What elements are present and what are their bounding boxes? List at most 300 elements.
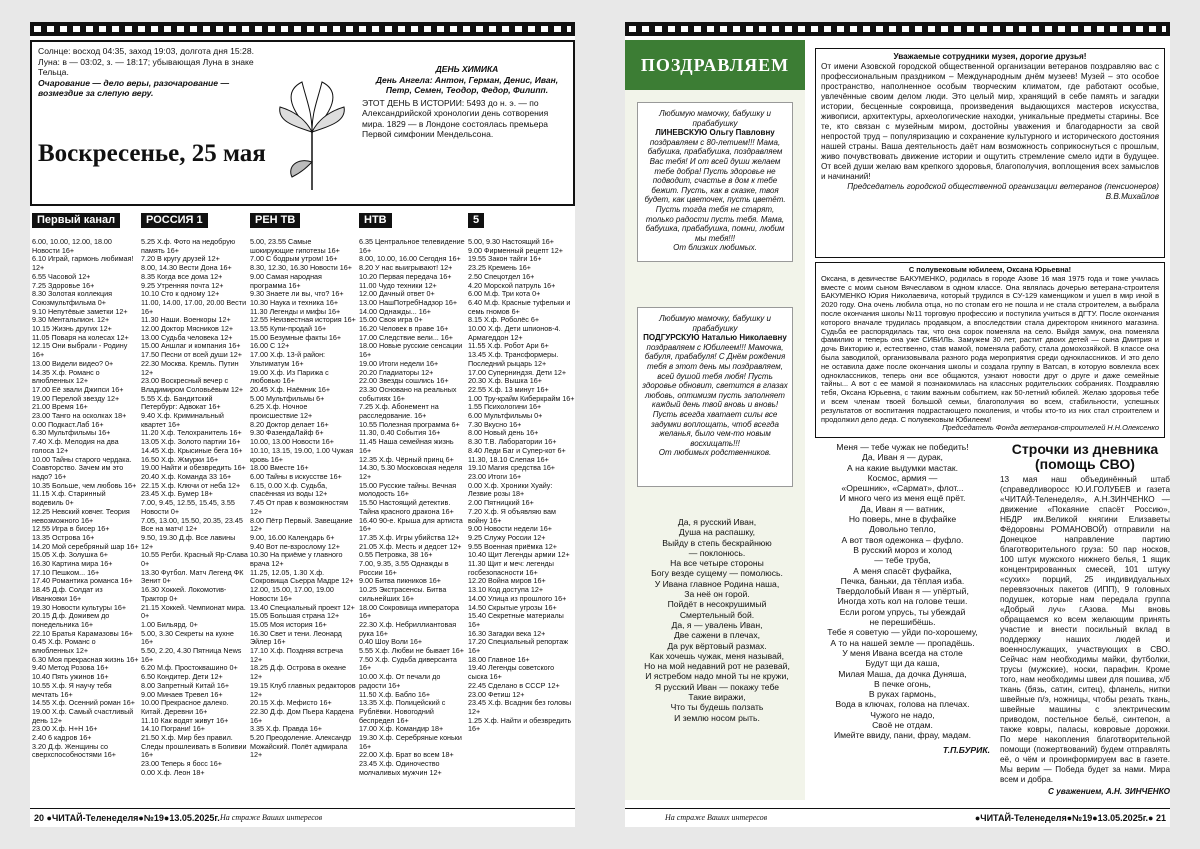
list-item: 22.10 Братья Карамазовы 16+: [32, 628, 133, 638]
holiday-info: [362, 64, 572, 140]
list-item: И землю носом рыть.: [674, 712, 760, 723]
list-item: 21.50 Х.ф. Мир без правил. Следы прошлеивать в Боливии 16+: [141, 733, 247, 760]
list-item: 7.20 Х.ф. Я объявляю вам войну 16+: [468, 506, 556, 525]
list-item: 11.10 Как водят живут 16+: [141, 715, 229, 725]
list-item: 8.00 Запретный Китай 16+: [141, 680, 230, 690]
list-item: 8.15 Х.ф. Роболёс 6+: [468, 315, 540, 325]
list-item: 13.45 Х.ф. Трансформеры. Последний рыцарь 12+: [468, 350, 559, 368]
list-item: 15.05 Моя история 16+: [250, 619, 327, 629]
list-item: Как хочешь чужак, меня называй,: [649, 650, 785, 661]
list-item: 7.40 Х.ф. Мелодия на два голоса 12+: [32, 437, 119, 455]
list-item: 1.55 Психологини 16+: [468, 402, 542, 412]
list-item: 17.50 Песни от всей души 12+: [141, 350, 242, 360]
list-item: У меня Ивана всегда на столе: [842, 647, 963, 658]
list-item: 17.00 Следствие вели... 16+: [359, 332, 453, 342]
list-item: 11.30 Щит и меч: легенды госбезопасности 16+: [468, 559, 554, 577]
list-item: 14.10 Пограни! 16+: [141, 724, 205, 734]
list-item: 18.45 Д.ф. Солдат из Иванковки 16+: [32, 585, 103, 603]
list-item: 10.00 Х.ф. Дети шпионов-4. Армагеддон 12+: [468, 324, 561, 342]
moon-line: Луна: в — 03:02, з. — 18:17; убывающая Луна в знаке Тельца.: [38, 56, 254, 77]
list-item: В руках гармонь,: [868, 689, 937, 700]
list-item: 18.00 Сокровища императора 16+: [359, 602, 459, 621]
list-item: 15.50 Настоящий детектив. Тайна красного дракона 16+: [359, 498, 454, 516]
list-item: 23.00 Фетиш 12+: [468, 689, 525, 699]
list-item: 2.40 6 кадров 16+: [32, 733, 92, 743]
program-list: [141, 238, 248, 778]
list-item: 5.00, 9.30 Настоящий 16+: [468, 237, 554, 246]
list-item: 15.00 Своя игра 0+: [359, 315, 423, 325]
list-item: 13.30 Футбол. Матч Легенд ФК Зенит 0+: [141, 567, 244, 586]
list-item: 15.05 Большая страна 12+: [250, 611, 340, 621]
list-item: 21.15 Хоккей. Чемпионат мира. 0+: [141, 602, 246, 621]
list-item: 10.00, 13.00 Новости 16+: [250, 437, 334, 447]
list-item: 22.00 Звезды сошлись 16+: [359, 376, 449, 386]
tv-column-5: [468, 210, 575, 800]
page-21: [625, 22, 1170, 827]
list-item: 19.30 Х.ф. Серебряные коньки 16+: [359, 733, 462, 751]
list-item: 16.00 С 12+: [250, 341, 290, 351]
list-item: 16.20 Человек в праве 16+: [359, 324, 449, 334]
list-item: 6.40 М.ф. Красные туфельки и семь гномов 6+: [468, 297, 571, 316]
list-item: 7.25 Х.ф. Абонемент на расследование. 16+: [359, 402, 439, 421]
list-item: 5.55 Х.ф. Любви не бывает 16+: [359, 646, 464, 656]
list-item: 12.15 Они выбрали - Родину 16+: [32, 341, 128, 360]
list-item: 5.55 Х.ф. Бандитский Петербург: Адвокат 16+: [141, 393, 221, 412]
list-item: Довольно тепло,: [869, 524, 936, 535]
list-item: 8.00, 14.30 Вести Дона 16+: [141, 263, 232, 273]
list-item: 11.30 Наши. Военкоры 12+: [141, 315, 231, 325]
list-item: Да рук вёртовый размах.: [667, 640, 767, 651]
jubilee-sign: Председатель Фонда ветеранов-строителей Н.Н.Олексенко: [942, 423, 1159, 433]
list-item: 14.35 Х.ф. Романс о влюбленных 12+: [32, 367, 100, 386]
list-item: 8.30 Т.В. Лаборатории 16+: [468, 437, 557, 447]
list-item: 13.40 Специальный проект 12+: [250, 602, 355, 612]
list-item: 8.20 У нас выигрывают! 12+: [359, 263, 453, 273]
jubilee-title: С полувековым юбилеем, Оксана Юрьевна!: [908, 265, 1072, 274]
lily-flower-icon: [272, 72, 352, 192]
list-item: 19.15 Клуб главных редакторов 12+: [250, 680, 356, 699]
list-item: Своё не отдам.: [872, 720, 933, 731]
list-item: 5.20 Преодоление. Александр Можайский. Полёт адмирала 12+: [250, 733, 352, 760]
list-item: 10.55 Регби. Красный Яр-Слава 0+: [141, 550, 248, 569]
list-item: 23.00 Танго на осколках 18+: [32, 411, 127, 421]
list-item: 11.30 Легенды и мифы 16+: [250, 306, 341, 316]
list-item: 13.00 НашПотребНадзор 16+: [359, 297, 458, 307]
list-item: А вот твоя одежонка – фуфло.: [841, 534, 964, 545]
list-item: 11.20 Х.ф. Телохранитель 16+: [141, 428, 242, 438]
list-item: 20.30 Х.ф. Вышка 16+: [468, 376, 542, 386]
list-item: 12.55 Игра в бисер 16+: [32, 524, 110, 534]
list-item: 17.00 Суперниндзя. Дети 12+: [468, 367, 567, 377]
list-item: 15.05 Х.ф. Золушка 6+: [32, 550, 108, 560]
list-item: 22.00 Х.ф. Брат во всем 18+: [359, 750, 454, 760]
list-item: 11.45 Наша семейная жизнь 16+: [359, 437, 454, 455]
list-item: 9.00 Фирменный рецепт 12+: [468, 245, 563, 255]
list-item: 7.00, 9.45, 12.55, 15.45, 3.55 Новости 0+: [141, 498, 235, 516]
list-item: 7.00, 9.35, 3.55 Однажды в России 16+: [359, 559, 449, 577]
program-list: [32, 238, 139, 760]
list-item: не перешибёшь.: [869, 617, 936, 628]
list-item: 6.15, 0.00 Х.ф. Судьба, спасённая из воды 12+: [250, 480, 328, 499]
list-item: 23.45 Х.ф. Одиночество молчаливых мужчин 12+: [359, 759, 442, 777]
angel-day: День Ангела: Антон, Герман, Денис, Иван, Петр, Семен, Теодор, Федор, Филипп.: [375, 74, 559, 95]
list-item: 16.30 Хоккей. Локомотив-Трактор 0+: [141, 585, 227, 603]
list-item: Печка, баньки, да тёплая изба.: [840, 575, 965, 586]
list-item: 17.40 Романтика романса 16+: [32, 576, 133, 586]
list-item: А на какие выдумки мастак.: [846, 462, 959, 473]
list-item: А меня спасёт фуфайка,: [853, 565, 952, 576]
program-list: [468, 238, 575, 734]
list-item: 11.15 Х.ф. Старинный водевиль 0+: [32, 489, 106, 508]
list-item: 7.00 С бодрым утром! 16+: [250, 254, 338, 264]
list-item: 23.30 Основано на реальных событиях 16+: [359, 384, 457, 403]
card-name: ЛИНЕВСКУЮ Ольгу Павловну: [655, 128, 775, 138]
tv-column-3: [250, 210, 357, 800]
channel-logo: Первый канал: [32, 213, 139, 235]
list-item: 19.10 Магия средства 16+: [468, 463, 556, 473]
list-item: И много чего из меня ещё прёт.: [839, 493, 966, 504]
list-item: 19.00 Х.ф. Из Парижа с любовью 16+: [250, 367, 329, 386]
list-item: 10.25 Экстрасенсы. Битва сильнейших 16+: [359, 585, 447, 603]
list-item: 9.50, 19.30 Д.ф. Все лавины 12+: [141, 532, 236, 551]
list-item: 13.10 Код доступа 12+: [468, 585, 544, 595]
card-text: поздравляем с 80-летием!!! Мама, бабушка, прабабушка, поздравляем Вас тебя! И от всей души желаем тебе добра! Пусть здоровье не подводит, счастье в дом к тебе бежит. Пусть, как в сказке, твоя будет, как цветочек, пусть цветёт. Пусть тогда тебя не старят, только радости пусть тебя. Мама, бабушка, прабабушка, помни, любим мы тебя!!!: [644, 137, 786, 243]
museum-text: От имени Азовской городской общественной организации ветеранов поздравляю вас с профессиональным праздником – Международным днём музеев! Музей – это особое пространство, наполненное особым творческим климатом, где работают особые, увлечённые своим делом люди. Это целый мир, хранящий в себе память и загадки истории, бесценные сокровища, произведения выдающихся мастеров искусства, живописи, архитектуры, археологические находки, уникальные предметы старины. Все те, кто связан с музейным миром, достойны уважения и благодарности за свой непростой труд – популяризацию и сохранение культурного и исторического достояния нашей страны. Ваша деятельность даёт нам возможность соприкоснуться с прошлым, живо почувствовать движение истории и ощутить стремление смело идти в будущее. От всей души желаю вам крепкого здоровья, благополучия, воплощения всех замыслов и начинаний!: [821, 62, 1159, 181]
list-item: 6.30 Мультфильмы 16+: [32, 428, 111, 438]
list-item: Богу везде сущему — помолюсь.: [651, 568, 783, 579]
list-item: 13.00 Судьба человека 12+: [141, 332, 233, 342]
list-item: 9.30 Знаете ли вы, что? 16+: [250, 289, 344, 299]
list-item: 16.50 Х.ф. Жмурки 16+: [141, 454, 219, 464]
list-item: 12.20 Война миров 16+: [468, 576, 546, 586]
card-sign: От любимых родственников.: [658, 448, 772, 458]
list-item: 9.55 Военная приёмка 12+: [468, 541, 557, 551]
list-item: 5.00, 3.30 Секреты на кухне 16+: [141, 628, 234, 647]
list-item: 8.20 Доктор делает 16+: [250, 419, 329, 429]
list-item: 20.15 Х.ф. Мефисто 16+: [250, 698, 332, 708]
list-item: 10.40 Щит Легенды армии 12+: [468, 550, 570, 560]
list-item: 3.35 Х.ф. Правда 16+: [250, 724, 322, 734]
poem2-author: Т.П.БУРИК.: [942, 744, 990, 755]
list-item: 23.00 Теперь я босс 16+: [141, 759, 222, 769]
list-item: 15.40 Секретные материалы 16+: [468, 611, 564, 629]
list-item: 19.00 Х.ф. Самый счастливый день 12+: [32, 706, 134, 725]
list-item: 6.00 Мультфильмы 0+: [468, 411, 543, 421]
filmstrip-top: [30, 22, 575, 36]
list-item: 14.50 Скрытые угрозы 16+: [468, 602, 557, 612]
svo-diary: [1000, 442, 1170, 797]
card-text: поздравляем с Юбилеем!!! Мамочка, бабуля, прабабуля! С Днём рождения тебя в этот день мы поздравляем, всей душой тебя любя! Пусть здоровье обновит, светится в глазах любовь, оптимизм пусть заполняет каждый день твой вновь и вновь! Пусть всегда хватает силы все задумки воплощать, чтоб всегда желанья, было чем-то новым восхищать!!!: [642, 342, 788, 448]
diary-sign: С уважением, А.Н. ЗИНЧЕНКО: [1048, 787, 1170, 796]
list-item: 6.35 Центральное телевидение 16+: [359, 237, 465, 255]
list-item: Вода в ключах, голова на плечах.: [835, 699, 970, 710]
list-item: 5.50, 2.20, 4.30 Пятница News 16+: [141, 646, 242, 664]
list-item: 4.20 Морской патруль 16+: [468, 280, 556, 290]
list-item: 7.05, 13.00, 15.50, 20.35, 23.45 Все на матч! 12+: [141, 515, 243, 534]
list-item: 19.55 Закон тайги 16+: [468, 254, 542, 264]
list-item: 12.55 Неизвестная история 16+: [250, 315, 356, 325]
list-item: 0.40 Шоу Воли 16+: [359, 637, 423, 647]
list-item: 13.00 Видели видео? 0+: [32, 358, 114, 368]
list-item: 10.00 Х.ф. От печали до радости 16+: [359, 672, 441, 690]
list-item: 12.00, 15.00, 17.00, 19.00 Новости 16+: [250, 585, 334, 603]
list-item: 8.00 Пётр Первый. Завещание 12+: [250, 515, 353, 534]
list-item: Пойдёт в несокрушимый: [667, 599, 767, 610]
jubilee-text: Оксана, в девичестве БАКУМЕНКО, родилась в городе Азове 16 мая 1975 года и тоже училась вместе с моим сыном Вячеславом в одном классе. Она являлась дочерью ветерана-строителя БАКУМЕНКО Юрия Николаевича, который трудился в СУ-129 каменщиком и ушел в мир иной в 2020 году. Она очень любила отца, но по стопам его не пошла и не стала строителем, а выбрала после окончания школы №11 торговую профессию и поступила учиться в ДГТУ. После окончания которого вначале трудилась продавцом, а впоследствии стала директором книжного магазина. Судьба ее распорядилась так, что она сорок поменяла на село. Выйдя замуж, она поменяла фамилию и теперь она уже СИБИЛЬ. Замужем 30 лет, растит двоих детей — сына Дмитрия и дочь Викторию и, естественно, став мамой, поменяла работу, стала домохозяйкой. В классе она была заводилой, организовывала разного рода мероприятия среди одноклассников. И это дело не оставила даже после окончания школы и создала группу в Ватсап, в которую вовлекла всех одноклассников, теперь они все общаются, узнают новости друг о друге и даже семейные тайны... А вот с ее мамой я познакомилась на классных родительских собраниях. Поздравляю тебя, Оксана Юрьевна, с таким важным событием, как 50-летний юбилей. Желаю здоровья тебе и всем членам твоей большой семьи, благополучия во всем, стабильности, успешных результатов от воспитания подрастающего поколения, и чтобы кто-то из них стал строителем и продолжил дело деда. С полувековым Юбилеем!: [821, 273, 1159, 424]
list-item: 6.00, 10.00, 12.00, 18.00 Новости 16+: [32, 237, 112, 255]
page-20: [30, 22, 575, 827]
list-item: 9.00 Самая народная программа 16+: [250, 271, 322, 290]
list-item: 17.35 Х.ф. Игры убийства 12+: [359, 532, 460, 542]
list-item: 5.00, 23.55 Самые шокирующие гипотезы 16+: [250, 237, 340, 255]
list-item: 7.30 Вкусно 16+: [468, 419, 522, 429]
footer-issue: 20 ●ЧИТАЙ-Теленеделя●№19●13.05.2025г.: [34, 813, 220, 823]
astro-info: [38, 46, 263, 99]
list-item: 12.35 Х.ф. Чёрный принц 6+: [359, 454, 454, 464]
list-item: 9.25 Служу России 12+: [468, 532, 546, 542]
list-item: На все четыре стороны: [670, 558, 764, 569]
list-item: В русский мороз и холод: [853, 544, 952, 555]
jubilee-article: [815, 262, 1165, 438]
list-item: 9.30 ФазендаЛайф 6+: [250, 428, 324, 438]
list-item: 11.50 Х.ф. Бабло 16+: [359, 689, 431, 699]
list-item: — тебе труба,: [874, 555, 931, 566]
list-item: 23.00 Итоги 16+: [468, 471, 522, 481]
list-item: 10.15 Жизнь других 12+: [32, 324, 112, 334]
list-item: 16.40 90-е. Крыша для артиста 16+: [359, 515, 463, 534]
list-item: 14.55 Х.ф. Осенний роман 16+: [32, 698, 135, 708]
list-item: 9.00, 16.00 Календарь 6+: [250, 532, 335, 542]
list-item: 3.20 Д.ф. Женщины со сверхспособностями 16+: [32, 741, 116, 760]
card-intro: Любимую мамочку, бабушку и прабабушку: [659, 109, 771, 128]
list-item: 7.50 Х.ф. Судьба диверсанта 16+: [359, 654, 457, 673]
list-item: 10.30 Наука и техника 16+: [250, 297, 339, 307]
list-item: Я русский Иван — покажу тебе: [654, 681, 780, 692]
list-item: Но на мой недавний рот не разевай,: [644, 661, 790, 672]
list-item: 11.55 Х.ф. Робот Ари 6+: [468, 341, 549, 351]
list-item: 1.00 Тру-крайм Киберкрайм 16+: [468, 393, 575, 403]
program-list: [359, 238, 466, 778]
list-item: 16.30 Свет и тени. Леонард Эйлер 16+: [250, 628, 342, 647]
list-item: — поклонюсь.: [688, 547, 746, 558]
list-item: 22.15 Х.ф. Ключи от неба 12+: [141, 480, 241, 490]
list-item: 13.35 Острова 16+: [32, 532, 95, 542]
list-item: Тебе я советую — уйди по-хорошему,: [827, 627, 978, 638]
list-item: 6.50 Кондитер. Дети 12+: [141, 672, 223, 682]
list-item: 0.00 Подкаст.Лаб 16+: [32, 419, 104, 429]
card-intro: Любимую мамочку, бабушку и прабабушку: [659, 314, 771, 333]
list-item: У Ивана главное Родина наша,: [654, 578, 780, 589]
list-item: 23.45 Х.ф. Бумер 18+: [141, 489, 213, 499]
list-item: 16.30 Картина мира 16+: [32, 559, 113, 569]
footer-slogan: На страже Ваших интересов: [220, 813, 323, 822]
list-item: 10.20 Первая передача 16+: [359, 271, 452, 281]
channel-logo: 5: [468, 213, 575, 235]
day-title: Воскресенье, 25 мая: [38, 140, 266, 167]
list-item: Да, я русский Иван,: [677, 517, 757, 527]
holiday-title: ДЕНЬ ХИМИКА: [435, 64, 499, 74]
list-item: 20.40 Х.ф. Команда 33 16+: [141, 471, 232, 481]
list-item: 0.55 Петровка, 38 16+: [359, 550, 433, 560]
list-item: 9.30 Ментальпион. 12+: [32, 315, 110, 325]
poem-ivan-part2: [815, 442, 990, 755]
list-item: 12.25 Невский ковчег. Теория невозможного 16+: [32, 506, 130, 525]
list-item: 17.00 Её звали Джипси 16+: [32, 384, 124, 394]
list-item: 8.35 Когда все дома 12+: [141, 271, 223, 281]
list-item: 15.00 Аншлаг и компания 16+: [141, 341, 241, 351]
list-item: 10.00 Тайны старого чердака. Соавторство. Зачем им это надо? 16+: [32, 454, 132, 481]
sun-line: Солнце: восход 04:35, заход 19:03, долгота дня 15:28.: [38, 46, 255, 56]
list-item: 9.00 Новости недели 16+: [468, 524, 552, 534]
list-item: 19.40 Легенды советского сыска 16+: [468, 663, 555, 682]
list-item: Что ты будешь ползать: [670, 702, 764, 713]
list-item: 19.00 Найти и обезвредить 16+: [141, 463, 246, 473]
list-item: 22.45 Сделано в СССР 12+: [468, 680, 560, 690]
list-item: 6.20 М.ф. Простоквашино 0+: [141, 663, 238, 673]
list-item: 19.30 Новости культуры 16+: [32, 602, 127, 612]
list-item: 9.00 Минаев Тревел 16+: [141, 689, 223, 699]
list-item: 23.25 Кремень 16+: [468, 263, 532, 273]
list-item: Но поверь, мне в фуфайке: [848, 514, 957, 525]
list-item: 12.00 Доктор Мясников 12+: [141, 324, 234, 334]
list-item: 10.55 Х.ф. Я научу тебя мечтать 16+: [32, 680, 112, 699]
list-item: Меня — тебе чужак не победить!: [836, 442, 969, 452]
list-item: 5.00 Мультфильмы 6+: [250, 393, 325, 403]
list-item: 21.00 Время 16+: [32, 402, 88, 412]
page-footer-left: [30, 808, 575, 827]
list-item: Выйду в степь бескрайнюю: [662, 537, 772, 548]
list-item: 22.30 Х.ф. Небриллиантовая рука 16+: [359, 619, 457, 638]
list-item: 9.40 Метод Розова 16+: [32, 663, 109, 673]
history-note: ЭТОТ ДЕНЬ В ИСТОРИИ: 5493 до н. э. — по Александрийской хронологии день сотворения мира. 1829 — в Лондоне состоялась премьера Первой симфонии Мендельсона.: [362, 97, 549, 139]
list-item: 22.55 Х.ф. 13 минут 16+: [468, 384, 549, 394]
list-item: 2.50 Спецотдел 16+: [468, 271, 535, 281]
card-sign: От близких любимых.: [673, 243, 757, 253]
list-item: 0.00 Х.ф. Леон 18+: [141, 767, 205, 777]
list-item: 11.00, 14.00, 17.00, 20.00 Вести 16+: [141, 297, 247, 316]
list-item: 2.00 Пятницкий 16+: [468, 498, 534, 508]
museum-greeting: [815, 48, 1165, 258]
list-item: Смертельный бой.: [679, 609, 755, 620]
filmstrip-top: [625, 22, 1170, 36]
list-item: Если рогом упрусь, ты убеждай: [839, 606, 966, 617]
list-item: 0.45 Х.ф. Романс о влюбленных 12+: [32, 637, 96, 656]
list-item: 8.30 Золотая коллекция Союзмультфильма 0+: [32, 289, 112, 307]
list-item: 19.00 Перелой звезду 12+: [32, 393, 120, 403]
list-item: 9.25 Утренняя почта 12+: [141, 280, 224, 290]
list-item: 6.30 Моя прекрасная жизнь 16+: [32, 654, 139, 664]
list-item: 18.25 Д.ф. Острова в океане 12+: [250, 663, 346, 682]
list-item: Космос, армия —: [867, 472, 938, 483]
list-item: 20.20 Гладиаторы 12+: [359, 367, 434, 377]
channel-logo: РЕН ТВ: [250, 213, 357, 235]
list-item: 10.55 Полезная программа 6+: [359, 419, 460, 429]
list-item: 7.45 От прав к возможностям 12+: [250, 498, 349, 516]
list-item: Да, Иван я — ватник,: [860, 503, 945, 514]
list-item: 9.40 Х.ф. Криминальный квартет 16+: [141, 411, 224, 429]
list-item: 1.25 Х.ф. Найти и обезвредить 16+: [468, 715, 572, 734]
greeting-card-1: [637, 102, 793, 262]
list-item: Иногда хоть кол на голове теши.: [837, 596, 968, 607]
list-item: 18.00 Вместе 16+: [250, 463, 309, 473]
list-item: Две сажени в плечах,: [673, 630, 761, 641]
list-item: 0.00 Х.ф. Хроники Хуайу: Лезвие розы 18+: [468, 480, 553, 499]
list-item: 13.55 Купи-продай 16+: [250, 324, 327, 334]
list-item: 10.30 На приёме у главного врача 12+: [250, 550, 343, 569]
list-item: 18.00 Новые русские сенсации 16+: [359, 341, 463, 360]
list-item: 5.25 Х.ф. Фото на недобрую память 16+: [141, 237, 236, 255]
list-item: 15.00 Безумные факты 16+: [250, 332, 342, 342]
list-item: 17.00 Х.ф. 13-й район: Ультиматум 16+: [250, 350, 326, 368]
poem2-lines: [815, 442, 990, 741]
list-item: 16.30 Загадки века 12+: [468, 628, 546, 638]
list-item: 11.00 Чудо техники 12+: [359, 280, 437, 290]
list-item: Да, я — увалень Иван,: [671, 619, 763, 630]
program-list: [250, 238, 357, 760]
channel-logo: РОССИЯ 1: [141, 213, 248, 235]
list-item: 15.00 Русские тайны. Вечная молодость 16+: [359, 480, 457, 499]
list-item: И ястребом надо мной ты не кружи,: [645, 671, 789, 682]
list-item: 19.00 Итоги недели 16+: [359, 358, 439, 368]
list-item: 14.00 Однажды... 16+: [359, 306, 431, 316]
list-item: 14.30, 5.30 Московская неделя 12+: [359, 463, 463, 481]
list-item: 9.10 Непутёвые заметки 12+: [32, 306, 128, 316]
list-item: 23.00 Х.ф. Н+Н 16+: [32, 724, 98, 734]
list-item: 10.10, 13.15, 19.00, 1.00 Чужая кровь 16+: [250, 445, 354, 464]
list-item: 8.00, 10.00, 16.00 Сегодня 16+: [359, 254, 461, 264]
list-item: Имейте ввиду, пани, фрау, мадам.: [833, 730, 972, 741]
congrats-banner: ПОЗДРАВЛЯЕМ: [625, 40, 805, 90]
list-item: «Орешник», «Сармат», флот...: [841, 483, 964, 494]
list-item: Да, Иван я — дурак,: [862, 452, 943, 463]
list-item: 7.20 В кругу друзей 12+: [141, 254, 220, 264]
list-item: 9.40 Вот пе-взрослому 12+: [250, 541, 340, 551]
list-item: Чужого не надо,: [870, 709, 935, 720]
list-item: 22.30 Д.ф. Дом Пьера Кардена 16+: [250, 706, 354, 725]
channel-logo: НТВ: [359, 213, 466, 235]
list-item: Такие виражи,: [688, 692, 746, 703]
list-item: 8.30, 12.30, 16.30 Новости 16+: [250, 263, 352, 273]
list-item: Милая Маша, да дочка Дуняша,: [838, 668, 967, 679]
list-item: 17.00 Х.ф. Командир 18+: [359, 724, 444, 734]
list-item: 22.30 Москва. Кремль. Путин 12+: [141, 358, 239, 377]
list-item: 6.55 Часовой 12+: [32, 271, 91, 281]
museum-title: Уважаемые сотрудники музея, дорогие друзья!: [893, 52, 1087, 61]
list-item: 11.30, 0.40 События 16+: [359, 428, 441, 438]
list-item: 10.40 Пять ужинов 16+: [32, 672, 109, 682]
list-item: 12.00 Дачный ответ 0+: [359, 289, 435, 299]
poem-ivan-part1: [637, 517, 797, 723]
diary-title: Строчки из дневника (помощь СВО): [1011, 441, 1159, 472]
list-item: За неё он горой.: [684, 589, 750, 600]
list-item: 14.20 Мой серебряный шар 16+: [32, 541, 139, 551]
list-item: 10.10 Сто к одному 12+: [141, 289, 220, 299]
list-item: Будут щи да каша,: [865, 658, 940, 669]
diary-text: 13 мая наш объединённый штаб (справедливоросс Ю.И.ГОЛУБЕВ и газета «ЧИТАЙ-Теленеделя», А.Н.ЗИНЧЕНКО — движение «Покаяние спасёт Россию», НБДР им.Великой княгини Елизаветы Фёдоровны РОМАНОВОЙ) отправили на Донецкое направление партию благотворительного груза: 50 пар носков, 100 штук мужского нижнего белья, 1 ящик концентрированных смесей, 101 штуку «сухих» порций, 25 индивидуальных перевязочных пакетов (ИПП), 9 головных подушек, которые нам передала группа «Добрый луч» г.Азова. Мы вновь обращаемся ко всем желающим принять участие и внести посильный вклад в поддержку наших людей и военнослужащих, участвующих в СВО. Сейчас нам необходимы майки, футболки, трусы (мужские), носки, парафин. Кроме того, нам необходимы швеи для пошива, х/б ткань (бязь, сатин, ситец), фланель, нитки швейные п/э, ножницы, чтобы резать ткань, швейные машины с электрическим приводом, постельное бельё, синтепон, а также ковры, паласы, ковровые дорожки. По мере накопления благотворительной помощи (пожертвований) будем отправлять её, о чём и проинформируем вас в газете. Мы верим — Победа будет за нами. Мира всем и добра.: [1000, 475, 1170, 784]
list-item: 9.00 Битва пикников 16+: [359, 576, 442, 586]
list-item: 8.00 Новый день 16+: [468, 428, 539, 438]
list-item: 1.00 Бильярд. 0+: [141, 619, 198, 629]
list-item: 7.25 Здоровье 16+: [32, 280, 95, 290]
list-item: 17.10 Пешком... 16+: [32, 567, 100, 577]
list-item: Душа на распашку,: [678, 527, 756, 538]
list-item: 8.40 Леди Баг и Супер-кот 6+: [468, 445, 566, 455]
list-item: 10.35 Больше, чем любовь 16+: [32, 480, 137, 490]
list-item: 11.05 Поваря на колесах 12+: [32, 332, 129, 342]
greeting-card-2: [637, 307, 793, 487]
list-item: 6.25 Х.ф. Ночное происшествие 12+: [250, 402, 313, 421]
list-item: 6.00 М.ф. Три кота 0+: [468, 289, 541, 299]
